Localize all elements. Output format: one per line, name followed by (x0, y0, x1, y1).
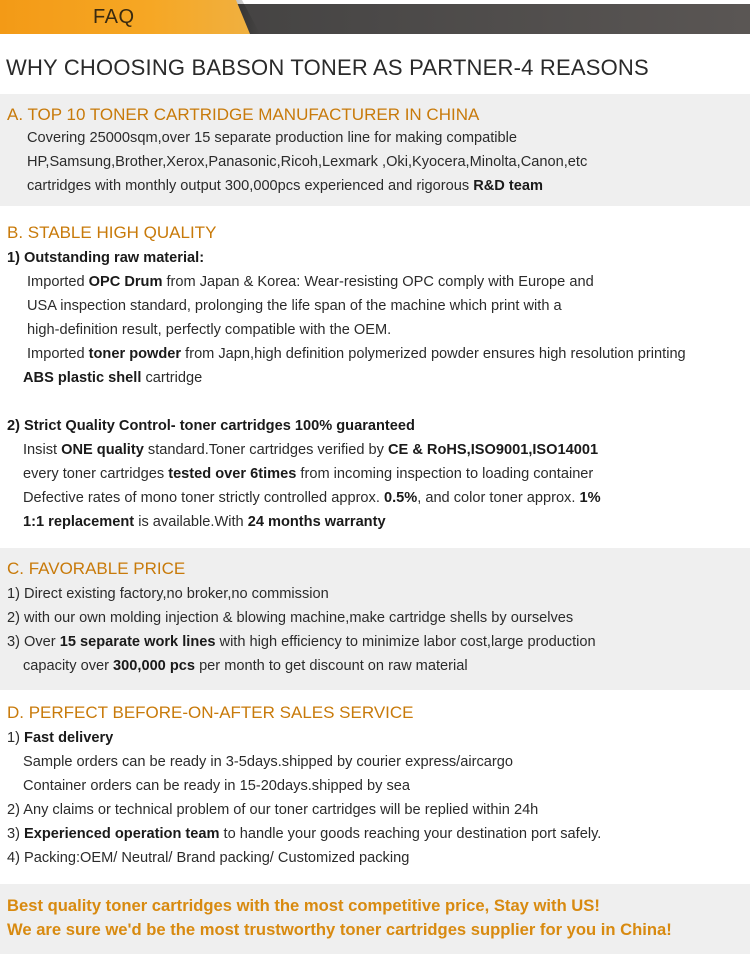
section-d-line-2: Sample orders can be ready in 3-5days.shipped by courier express/aircargo (23, 754, 513, 770)
section-b-line-2: USA inspection standard, prolonging the life span of the machine which print with a (27, 298, 562, 314)
section-c-line-4: capacity over 300,000 pcs per month to get discount on raw material (23, 658, 468, 674)
section-b-quality-line-1: Insist ONE quality standard.Toner cartridges verified by CE & RoHS,ISO9001,ISO14001 (23, 442, 599, 458)
page-title: WHY CHOOSING BABSON TONER AS PARTNER-4 REASONS (6, 55, 649, 80)
faq-label: FAQ (93, 6, 135, 28)
section-b-quality-line-2: every toner cartridges tested over 6times from incoming inspection to loading container (23, 466, 594, 482)
section-b-title: B. STABLE HIGH QUALITY (7, 223, 217, 242)
section-a-title: A. TOP 10 TONER CARTRIDGE MANUFACTURER IN CHINA (7, 105, 480, 124)
section-c-line-3: 3) Over 15 separate work lines with high efficiency to minimize labor cost,large production (7, 634, 596, 650)
section-d-title: D. PERFECT BEFORE-ON-AFTER SALES SERVICE (7, 703, 414, 722)
section-d (0, 692, 750, 882)
section-b (0, 212, 750, 542)
section-d-line-6: 4) Packing:OEM/ Neutral/ Brand packing/ Customized packing (7, 850, 410, 866)
closing-section (0, 884, 750, 954)
section-b-line-3: high-definition result, perfectly compatible with the OEM. (27, 322, 392, 338)
section-d-line-4: 2) Any claims or technical problem of our toner cartridges will be replied within 24h (7, 802, 539, 818)
section-c-line-2: 2) with our own molding injection & blowing machine,make cartridge shells by ourselves (7, 610, 574, 626)
section-b-subheading-1: 1) Outstanding raw material: (7, 250, 205, 266)
section-b-subheading-2: 2) Strict Quality Control- toner cartridges 100% guaranteed (7, 418, 415, 434)
section-b-line-4: Imported toner powder from Japn,high definition polymerized powder ensures high resolution printing (27, 346, 686, 362)
section-d-line-1: 1) Fast delivery (7, 730, 114, 746)
closing-line-1: Best quality toner cartridges with the most competitive price, Stay with US! (7, 896, 600, 915)
section-a-line-3: cartridges with monthly output 300,000pcs experienced and rigorous R&D team (27, 178, 543, 194)
closing-line-2: We are sure we'd be the most trustworthy toner cartridges supplier for you in China! (7, 920, 672, 939)
section-c-line-1: 1) Direct existing factory,no broker,no commission (7, 586, 329, 602)
section-b-line-5: ABS plastic shell cartridge (23, 370, 203, 386)
section-c-title: C. FAVORABLE PRICE (7, 559, 186, 578)
section-d-line-5: 3) Experienced operation team to handle your goods reaching your destination port safely. (7, 826, 602, 842)
section-c (0, 548, 750, 690)
section-b-line-1: Imported OPC Drum from Japan & Korea: Wear-resisting OPC comply with Europe and (27, 274, 594, 290)
section-a-line-1: Covering 25000sqm,over 15 separate production line for making compatible (27, 130, 517, 146)
section-a-line-2: HP,Samsung,Brother,Xerox,Panasonic,Ricoh,Lexmark ,Oki,Kyocera,Minolta,Canon,etc (27, 154, 588, 170)
section-b-quality-line-4: 1:1 replacement is available.With 24 months warranty (23, 514, 386, 530)
section-d-line-3: Container orders can be ready in 15-20days.shipped by sea (23, 778, 410, 794)
faq-header (0, 0, 750, 36)
section-b-quality-line-3: Defective rates of mono toner strictly controlled approx. 0.5%, and color toner approx. 1% (23, 490, 601, 506)
section-a (0, 94, 750, 206)
